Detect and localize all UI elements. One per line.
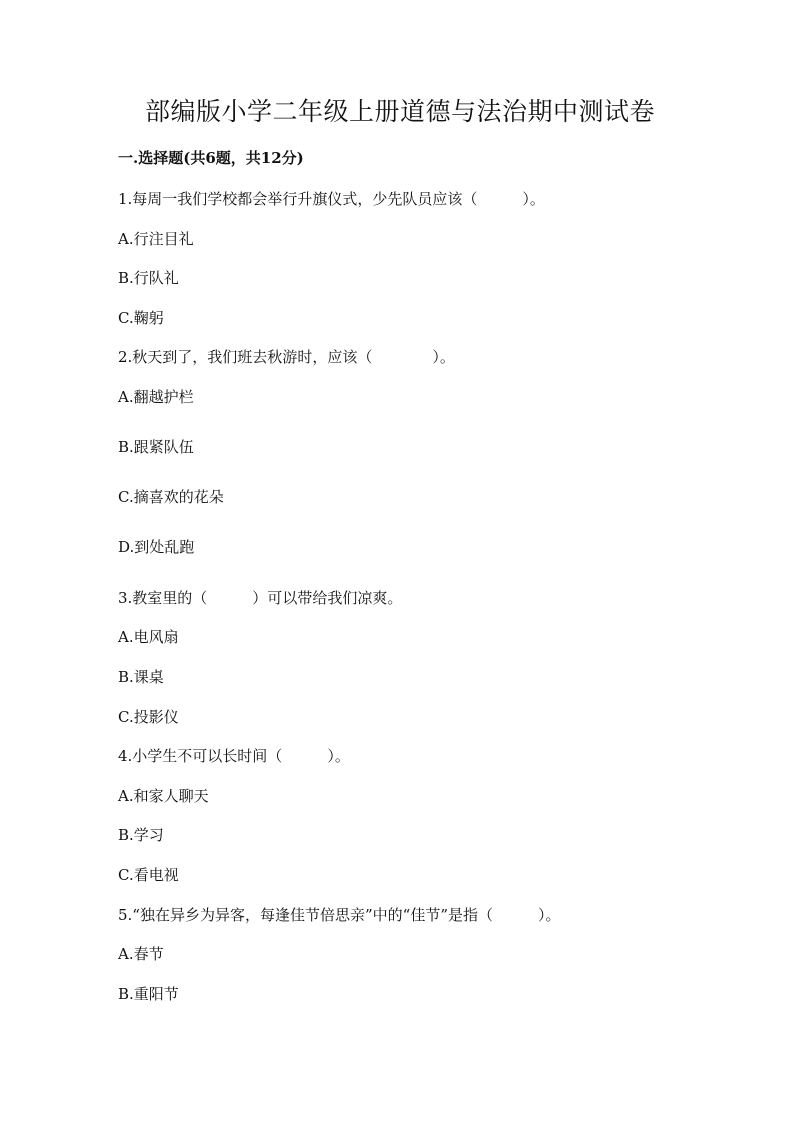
- question-5-option-b[interactable]: B.重阳节: [118, 985, 179, 1003]
- question-2-option-b[interactable]: B.跟紧队伍: [118, 438, 194, 456]
- question-1-option-c[interactable]: C.鞠躬: [118, 309, 164, 327]
- question-3-option-b[interactable]: B.课桌: [118, 668, 164, 686]
- question-5-stem: 5.“独在异乡为异客，每逢佳节倍思亲”中的“佳节”是指（ ）。: [118, 906, 561, 924]
- question-4-option-a[interactable]: A.和家人聊天: [118, 787, 209, 805]
- question-1-stem: 1.每周一我们学校都会举行升旗仪式，少先队员应该（ ）。: [118, 190, 545, 208]
- question-2-option-a[interactable]: A.翻越护栏: [118, 388, 194, 406]
- question-2-option-d[interactable]: D.到处乱跑: [118, 538, 195, 556]
- question-4-option-b[interactable]: B.学习: [118, 826, 164, 844]
- question-5-option-a[interactable]: A.春节: [118, 945, 164, 963]
- question-1-option-b[interactable]: B.行队礼: [118, 269, 179, 287]
- question-3-option-c[interactable]: C.投影仪: [118, 708, 179, 726]
- question-1-option-a[interactable]: A.行注目礼: [118, 230, 194, 248]
- question-3-stem: 3.教室里的（ ）可以带给我们凉爽。: [118, 589, 403, 607]
- question-2-stem: 2.秋天到了，我们班去秋游时，应该（ ）。: [118, 348, 455, 366]
- section-heading: 一.选择题(共6题，共12分): [118, 149, 304, 167]
- page-title: 部编版小学二年级上册道德与法治期中测试卷: [144, 97, 655, 126]
- question-2-option-c[interactable]: C.摘喜欢的花朵: [118, 488, 224, 506]
- question-4-option-c[interactable]: C.看电视: [118, 866, 179, 884]
- question-4-stem: 4.小学生不可以长时间（ ）。: [118, 747, 350, 765]
- question-3-option-a[interactable]: A.电风扇: [118, 628, 179, 646]
